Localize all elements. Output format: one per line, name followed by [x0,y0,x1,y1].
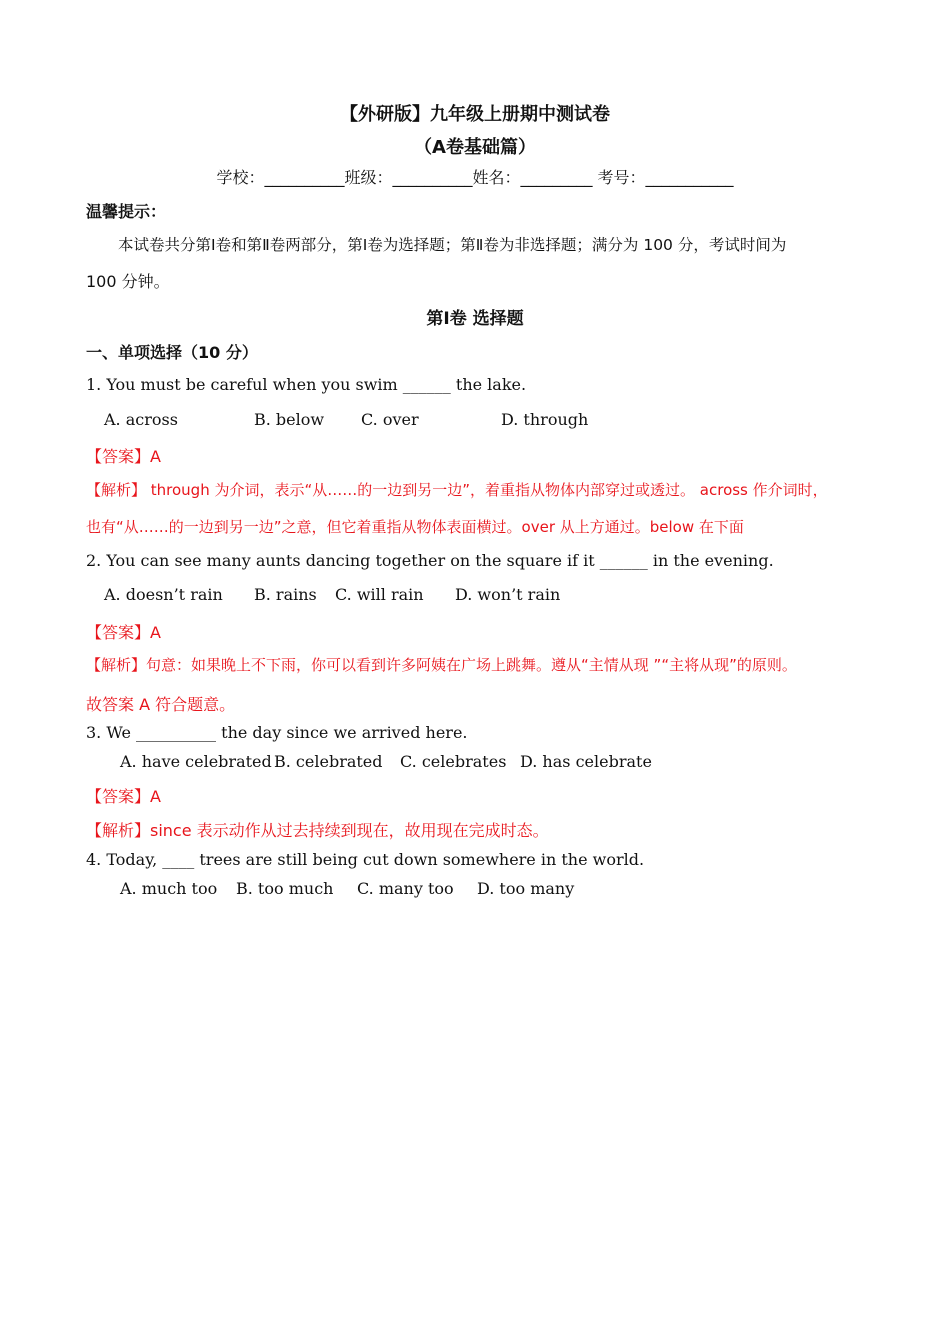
question-1-stem: 1. You must be careful when you swim ______ the lake. [86,375,527,394]
question-3-option-b: B. celebrated [274,752,383,771]
question-1-option-c: C. over [361,410,419,429]
question-4-option-a: A. much too [120,879,218,898]
question-4-option-d: D. too many [477,879,575,898]
question-4-option-b: B. too much [236,879,334,898]
question-2-analysis-line-2: 故答案 A 符合题意。 [86,695,236,714]
question-4-option-c: C. many too [357,879,454,898]
page-subtitle: （A卷基础篇） [414,137,536,158]
notice-line-2: 100 分钟。 [86,272,170,291]
question-2-option-a: A. doesn’t rain [104,585,223,604]
question-2-stem: 2. You can see many aunts dancing together on the square if it ______ in the evening. [86,551,774,570]
question-3-stem: 3. We __________ the day since we arrived here. [86,723,468,742]
question-1-option-d: D. through [501,410,589,429]
notice-line-1: 本试卷共分第Ⅰ卷和第Ⅱ卷两部分，第Ⅰ卷为选择题；第Ⅱ卷为非选择题；满分为 100 分，考试时间为 [118,236,787,254]
question-2-analysis-line-1: 【解析】句意：如果晚上不下雨，你可以看到许多阿姨在广场上跳舞。遵从“主情从现 ”“主将从现”的原则。 [86,656,797,674]
question-4-stem: 4. Today, ____ trees are still being cut down somewhere in the world. [86,850,645,869]
question-3-analysis-line-1: 【解析】since 表示动作从过去持续到现在，故用现在完成时态。 [86,821,549,840]
question-2-option-c: C. will rain [335,585,424,604]
question-3-option-c: C. celebrates [400,752,507,771]
student-info-fields: 学校：__________班级：__________姓名：_________ 考号：___________ [216,168,734,187]
question-1-analysis-line-1: 【解析】 through 为介词，表示“从……的一边到另一边”，着重指从物体内部穿过或透过。 across 作介词时， [86,481,828,499]
question-3-option-d: D. has celebrate [520,752,652,771]
question-1-option-a: A. across [104,410,178,429]
question-1-answer: 【答案】A [86,447,161,466]
question-2-option-b: B. rains [254,585,317,604]
part-title: 第Ⅰ卷 选择题 [426,309,524,329]
notice-heading: 温馨提示： [86,202,167,221]
question-1-option-b: B. below [254,410,325,429]
question-3-option-a: A. have celebrated [120,752,272,771]
section-heading: 一、单项选择（10 分） [86,343,258,362]
question-2-answer: 【答案】A [86,623,161,642]
question-3-answer: 【答案】A [86,787,161,806]
question-2-option-d: D. won’t rain [455,585,561,604]
page-title: 【外研版】九年级上册期中测试卷 [340,104,610,125]
question-1-analysis-line-2: 也有“从……的一边到另一边”之意，但它着重指从物体表面横过。over 从上方通过。below 在下面 [86,518,744,536]
